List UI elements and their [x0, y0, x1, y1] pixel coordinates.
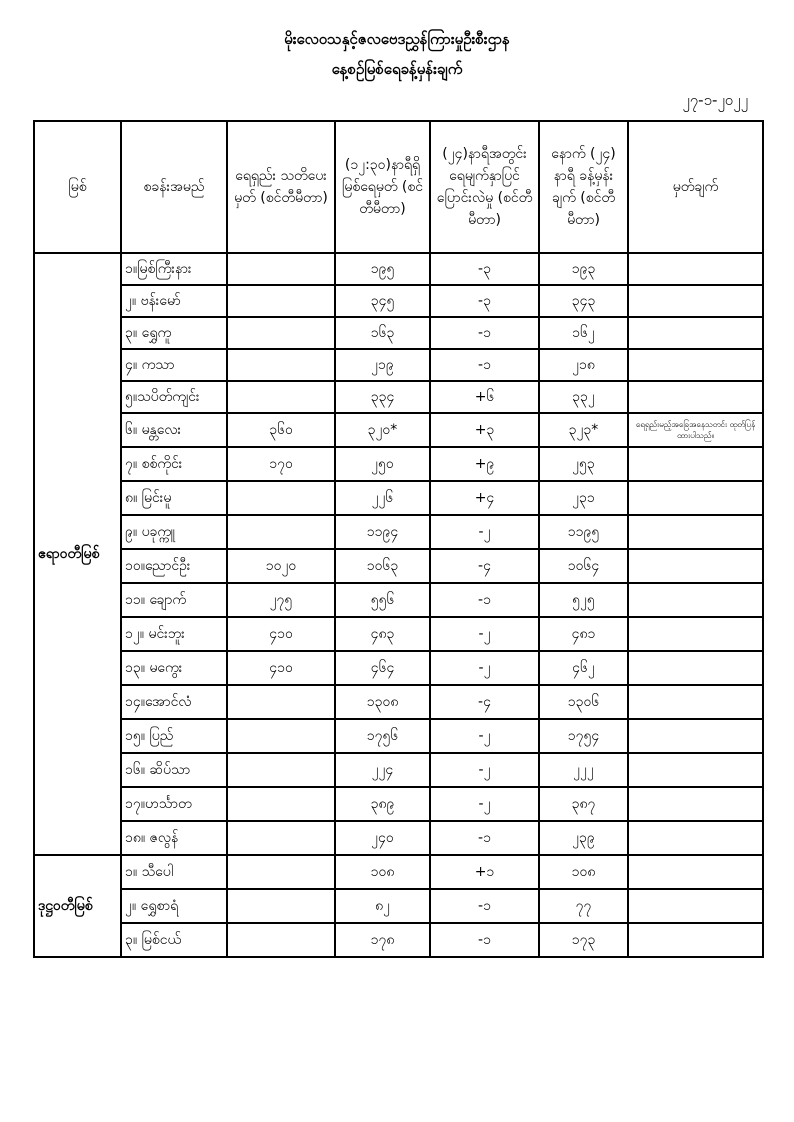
change-cell: +၉: [430, 447, 539, 481]
table-body: [34, 253, 763, 957]
forecast-cell: ၁၃၀၆: [539, 685, 628, 719]
warning-level-cell: [227, 349, 335, 381]
forecast-cell: ၁၉၃: [539, 253, 628, 285]
water-level-cell: ၈၂: [335, 889, 430, 923]
forecast-cell: ၂၃၁: [539, 481, 628, 515]
remark-cell: [628, 549, 763, 583]
forecast-table: [33, 120, 764, 958]
table-row: [34, 719, 763, 753]
forecast-cell: ၁၁၉၅: [539, 515, 628, 549]
station-cell: ၁၅။ ပြည်: [121, 719, 227, 753]
forecast-cell: ၃၈၇: [539, 787, 628, 821]
page-subtitle: နေ့စဉ်မြစ်ရေခန့်မှန်းချက်: [331, 60, 463, 78]
table-row: [34, 481, 763, 515]
col-header-warning-level: ရေရှည်း သတိပေးမှတ် (စင်တီမီတာ): [227, 121, 335, 253]
remark-cell: [628, 253, 763, 285]
forecast-cell: ၂၂၂: [539, 753, 628, 787]
change-cell: -၁: [430, 821, 539, 855]
col-header-remark: မှတ်ချက်: [628, 121, 763, 253]
forecast-cell: ၂၁၈: [539, 349, 628, 381]
remark-cell: [628, 855, 763, 889]
col-header-water-level: (၁၂:၃၀)နာရီရှိ မြစ်ရေမှတ် (စင်တီမီတာ): [335, 121, 430, 253]
station-cell: ၉။ ပခုက္ကူ: [121, 515, 227, 549]
remark-cell: [628, 923, 763, 957]
water-level-cell: ၄၈၃: [335, 617, 430, 651]
warning-level-cell: [227, 753, 335, 787]
warning-level-cell: ၄၁၀: [227, 651, 335, 685]
station-cell: ၈။ မြင်းမူ: [121, 481, 227, 515]
forecast-cell: ၃၄၃: [539, 285, 628, 317]
table-row: [34, 753, 763, 787]
table-row: [34, 515, 763, 549]
change-cell: +၃: [430, 413, 539, 447]
remark-cell: [628, 481, 763, 515]
change-cell: +၄: [430, 481, 539, 515]
water-level-cell: ၂၅၀: [335, 447, 430, 481]
col-header-river: မြစ်: [34, 121, 121, 253]
forecast-cell: ၁၇၃: [539, 923, 628, 957]
warning-level-cell: [227, 821, 335, 855]
header-row: [34, 121, 763, 253]
change-cell: +၁: [430, 855, 539, 889]
remark-cell: [628, 317, 763, 349]
water-level-cell: ၂၂၆: [335, 481, 430, 515]
table-row: [34, 447, 763, 481]
forecast-cell: ၄၈၁: [539, 617, 628, 651]
river-name-cell: ဒုဋ္ဌဝတီမြစ်: [34, 855, 121, 957]
station-cell: ၆။ မန္တလေး: [121, 413, 227, 447]
change-cell: -၂: [430, 753, 539, 787]
remark-cell: [628, 285, 763, 317]
water-level-cell: ၁၁၉၄: [335, 515, 430, 549]
change-cell: -၁: [430, 583, 539, 617]
remark-cell: [628, 821, 763, 855]
station-cell: ၁၇။ဟင်္သာတ: [121, 787, 227, 821]
remark-cell: [628, 719, 763, 753]
water-level-cell: ၃၈၉: [335, 787, 430, 821]
water-level-cell: ၅၅၆: [335, 583, 430, 617]
forecast-cell: ၇၇: [539, 889, 628, 923]
table-row: [34, 317, 763, 349]
table-row: [34, 413, 763, 447]
warning-level-cell: [227, 719, 335, 753]
change-cell: -၂: [430, 515, 539, 549]
water-level-cell: ၁၀၈: [335, 855, 430, 889]
table-row: [34, 583, 763, 617]
remark-cell: [628, 617, 763, 651]
warning-level-cell: [227, 381, 335, 413]
page-title: မိုးလေဝသနှင့်ဇလဗေဒညွှန်ကြားမှုဦးစီးဌာန: [284, 30, 510, 48]
table-row: [34, 685, 763, 719]
water-level-cell: ၁၀၆၃: [335, 549, 430, 583]
water-level-cell: ၂၂၄: [335, 753, 430, 787]
remark-cell: [628, 753, 763, 787]
forecast-cell: ၂၃၉: [539, 821, 628, 855]
water-level-cell: ၃၂၀*: [335, 413, 430, 447]
forecast-cell: ၁၀၈: [539, 855, 628, 889]
forecast-cell: ၃၂၃*: [539, 413, 628, 447]
warning-level-cell: [227, 285, 335, 317]
change-cell: -၁: [430, 349, 539, 381]
warning-level-cell: [227, 889, 335, 923]
change-cell: +၆: [430, 381, 539, 413]
table-row: [34, 285, 763, 317]
warning-level-cell: ၁၀၂၀: [227, 549, 335, 583]
station-cell: ၁၀။ညောင်ဦး: [121, 549, 227, 583]
col-header-change: (၂၄)နာရီအတွင်း ရေမျက်နှာပြင် ပြောင်းလဲမှု (စင်တီမီတာ): [430, 121, 539, 253]
change-cell: -၂: [430, 651, 539, 685]
forecast-cell: ၄၆၂: [539, 651, 628, 685]
warning-level-cell: [227, 481, 335, 515]
remark-cell: [628, 787, 763, 821]
table-row: [34, 253, 763, 285]
forecast-cell: ၁၆၂: [539, 317, 628, 349]
station-cell: ၇။ စစ်ကိုင်း: [121, 447, 227, 481]
water-level-cell: ၂၁၉: [335, 349, 430, 381]
report-date: ၂၇-၁-၂၀၂၂: [682, 91, 748, 109]
water-level-cell: ၄၆၄: [335, 651, 430, 685]
forecast-cell: ၁၀၆၄: [539, 549, 628, 583]
forecast-cell: ၁၇၅၄: [539, 719, 628, 753]
water-level-cell: ၁၃၀၈: [335, 685, 430, 719]
warning-level-cell: [227, 685, 335, 719]
change-cell: -၃: [430, 285, 539, 317]
change-cell: -၂: [430, 719, 539, 753]
water-level-cell: ၃၃၄: [335, 381, 430, 413]
station-cell: ၁။မြစ်ကြီးနား: [121, 253, 227, 285]
water-level-cell: ၁၉၅: [335, 253, 430, 285]
warning-level-cell: ၃၆၀: [227, 413, 335, 447]
remark-cell: [628, 685, 763, 719]
station-cell: ၂။ ရွှေစာရံ: [121, 889, 227, 923]
change-cell: -၂: [430, 617, 539, 651]
change-cell: -၁: [430, 889, 539, 923]
remark-cell: [628, 651, 763, 685]
station-cell: ၁၄။အောင်လံ: [121, 685, 227, 719]
table-row: [34, 549, 763, 583]
table-row: [34, 617, 763, 651]
forecast-cell: ၅၂၅: [539, 583, 628, 617]
table-row: [34, 821, 763, 855]
table-row: [34, 381, 763, 413]
warning-level-cell: ၂၇၅: [227, 583, 335, 617]
warning-level-cell: [227, 317, 335, 349]
water-level-cell: ၁၆၃: [335, 317, 430, 349]
warning-level-cell: [227, 923, 335, 957]
forecast-cell: ၂၅၃: [539, 447, 628, 481]
station-cell: ၁၁။ ချောက်: [121, 583, 227, 617]
remark-cell: [628, 583, 763, 617]
remark-cell: [628, 515, 763, 549]
change-cell: -၁: [430, 923, 539, 957]
warning-level-cell: [227, 515, 335, 549]
warning-level-cell: [227, 855, 335, 889]
remark-cell: [628, 447, 763, 481]
remark-cell: ရေရှည်းမည့်အခြေအနေသတင်း ထုတ်ပြန်ထားပါသည်။: [628, 413, 763, 447]
warning-level-cell: ၁၇၀: [227, 447, 335, 481]
table-row: [34, 349, 763, 381]
station-cell: ၅။သပိတ်ကျင်း: [121, 381, 227, 413]
remark-cell: [628, 349, 763, 381]
station-cell: ၁၂။ မင်းဘူး: [121, 617, 227, 651]
table-row: [34, 889, 763, 923]
remark-cell: [628, 889, 763, 923]
station-cell: ၃။ မြစ်ငယ်: [121, 923, 227, 957]
warning-level-cell: ၄၁၀: [227, 617, 335, 651]
table-row: [34, 923, 763, 957]
change-cell: -၁: [430, 317, 539, 349]
warning-level-cell: [227, 253, 335, 285]
station-cell: ၁၆။ ဆိပ်သာ: [121, 753, 227, 787]
water-level-cell: ၁၇၅၆: [335, 719, 430, 753]
station-cell: ၁။ သီပေါ: [121, 855, 227, 889]
table-row: [34, 787, 763, 821]
change-cell: -၂: [430, 787, 539, 821]
station-cell: ၁၃။ မကွေး: [121, 651, 227, 685]
station-cell: ၄။ ကသာ: [121, 349, 227, 381]
remark-cell: [628, 381, 763, 413]
col-header-forecast: နောက် (၂၄) နာရီ ခန့်မှန်းချက် (စင်တီမီတာ): [539, 121, 628, 253]
station-cell: ၂။ ဗန်းမော်: [121, 285, 227, 317]
change-cell: -၃: [430, 253, 539, 285]
station-cell: ၃။ ရွှေကူ: [121, 317, 227, 349]
water-level-cell: ၃၄၅: [335, 285, 430, 317]
water-level-cell: ၂၄၀: [335, 821, 430, 855]
table-row: [34, 651, 763, 685]
change-cell: -၄: [430, 549, 539, 583]
water-level-cell: ၁၇၈: [335, 923, 430, 957]
col-header-station: စခန်းအမည်: [121, 121, 227, 253]
warning-level-cell: [227, 787, 335, 821]
river-name-cell: ဧရာဝတီမြစ်: [34, 253, 121, 855]
station-cell: ၁၈။ ဇလွန်: [121, 821, 227, 855]
change-cell: -၄: [430, 685, 539, 719]
forecast-cell: ၃၃၂: [539, 381, 628, 413]
table-row: [34, 855, 763, 889]
